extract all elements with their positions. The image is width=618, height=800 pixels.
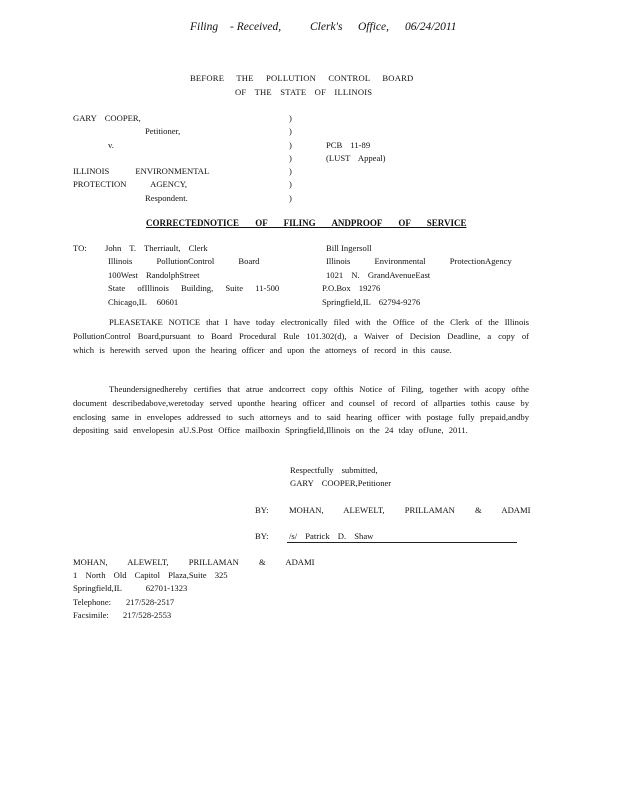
recipient-left-line: Illinois PollutionControl Board	[108, 256, 260, 266]
caption-bracket: )	[289, 153, 292, 163]
recipient-right-line: Bill Ingersoll	[326, 243, 372, 253]
respondent-role: Respondent.	[145, 193, 188, 203]
case-number: PCB 11-89	[326, 140, 371, 150]
signature-line	[287, 542, 517, 543]
telephone-number: 217/528-2517	[126, 597, 175, 607]
board-heading-line2: OF THE STATE OF ILLINOIS	[235, 87, 373, 97]
closing-respectfully: Respectfully submitted,	[290, 465, 378, 475]
firm-name: MOHAN, ALEWELT, PRILLAMAN & ADAMI	[73, 557, 315, 567]
versus: v.	[108, 140, 114, 150]
closing-party: GARY COOPER,Petitioner	[290, 478, 392, 488]
caption-bracket: )	[289, 113, 292, 123]
caption-bracket: )	[289, 193, 292, 203]
document-title: CORRECTEDNOTICE OF FILING ANDPROOF OF SERVICE	[146, 218, 467, 228]
petitioner-role: Petitioner,	[145, 126, 181, 136]
caption-bracket: )	[289, 166, 292, 176]
by-label: BY:	[255, 531, 269, 541]
stamp-office: Office,	[358, 21, 389, 33]
firm-address: 1 North Old Capitol Plaza,Suite 325	[73, 570, 228, 580]
recipient-right-line: P.O.Box 19276	[322, 283, 381, 293]
certification-paragraph: Theundersignedhereby certifies that atrue andcorrect copy ofthis Notice of Filing, together with acopy ofthe document describedabove,weretoday served uponthe hearing officer and counsel of record of allparties tothis cause by enclosing same in envelopes addressed to such attorneys and to said hearing officer with postage fully prepaid,andby depositing said envelopesin aU.S.Post Office mailboxin Springfield,Illinois on the 24 tday ofJune, 2011.	[73, 384, 529, 436]
recipient-right-line: Springfield,IL 62794-9276	[322, 297, 421, 307]
stamp-filing: Filing	[190, 21, 219, 33]
by-label: BY:	[255, 505, 269, 515]
board-heading-line1: BEFORE THE POLLUTION CONTROL BOARD	[190, 73, 414, 83]
stamp-date: 06/24/2011	[405, 21, 457, 33]
case-type: (LUST Appeal)	[326, 153, 386, 163]
notice-paragraph: PLEASETAKE NOTICE that I have today electronically filed with the Office of the Clerk of the Illinois PollutionControl Board,pursuant to Board Procedural Rule 101.302(d), a Waiver of Decision Deadline, a copy of which is herewith served upon the hearing officer and upon the attorneys of record in this cause.	[73, 317, 529, 355]
to-label: TO:	[73, 243, 87, 253]
respondent-name-line1: ILLINOIS ENVIRONMENTAL	[73, 166, 210, 176]
stamp-received: - Received,	[230, 21, 282, 33]
facsimile-number: 217/528-2553	[123, 610, 172, 620]
respondent-name-line2: PROTECTION AGENCY,	[73, 179, 187, 189]
recipient-right-line: 1021 N. GrandAvenueEast	[326, 270, 431, 280]
recipient-left-line: State ofIllinois Building, Suite 11-500	[108, 283, 280, 293]
recipient-left-line: 100West RandolphStreet	[108, 270, 200, 280]
stamp-clerks: Clerk's	[310, 21, 343, 33]
facsimile-label: Facsimile:	[73, 610, 109, 620]
firm-city: Springfield,IL 62701-1323	[73, 583, 188, 593]
recipient-left-line: John T. Therriault, Clerk	[105, 243, 208, 253]
signature-text: /s/ Patrick D. Shaw	[289, 531, 374, 541]
recipient-right-line: Illinois Environmental ProtectionAgency	[326, 256, 512, 266]
caption-bracket: )	[289, 126, 292, 136]
recipient-left-line: Chicago,IL 60601	[108, 297, 179, 307]
caption-bracket: )	[289, 179, 292, 189]
telephone-label: Telephone:	[73, 597, 112, 607]
caption-bracket: )	[289, 140, 292, 150]
petitioner-name: GARY COOPER,	[73, 113, 141, 123]
by-firm-name: MOHAN, ALEWELT, PRILLAMAN & ADAMI	[289, 505, 531, 515]
